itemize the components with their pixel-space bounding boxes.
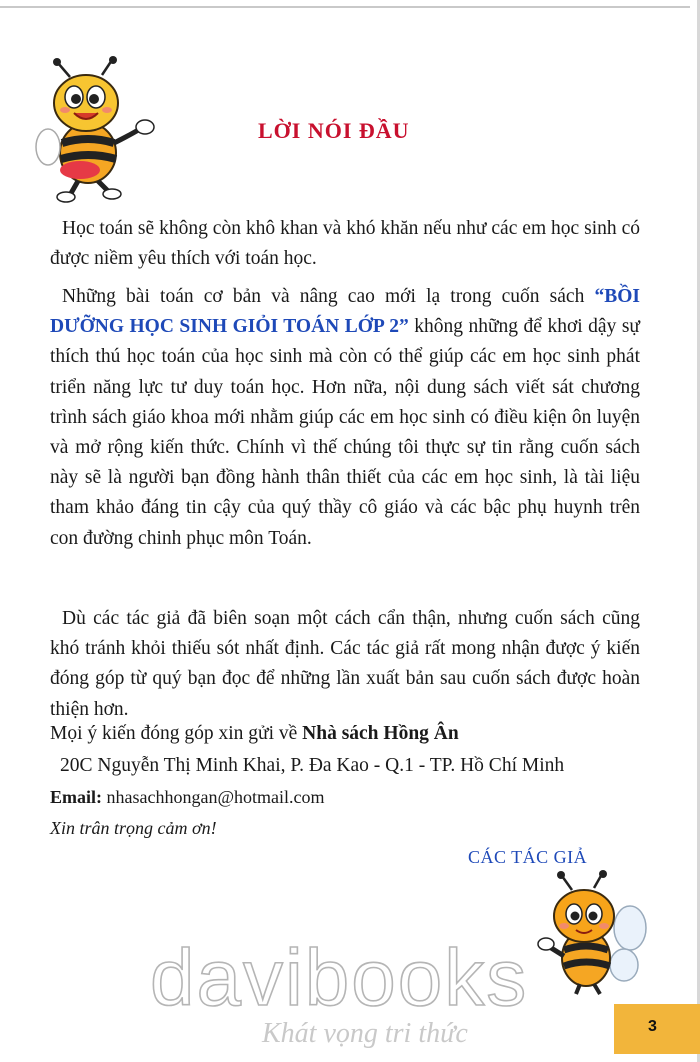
email-line xyxy=(50,787,325,808)
bee-mascot-small-icon xyxy=(534,870,654,1000)
paragraph-intro-text: Học toán sẽ không còn khô khan và khó khăn nếu như các em học sinh có được niềm yêu thích với toán học. xyxy=(50,218,640,270)
paragraph-book-lead: Những bài toán cơ bản và nâng cao mới lạ trong cuốn sách xyxy=(62,286,595,307)
page-number-tab xyxy=(614,1004,700,1054)
page-number: 3 xyxy=(648,1018,657,1035)
email-address: nhasachhongan@hotmail.com xyxy=(102,787,325,807)
top-rule xyxy=(0,6,690,8)
paragraph-book-body: không những để khơi dậy sự thích thú học toán của học sinh mà còn có thể giúp các em học sinh phát triển năng lực tư duy toán học. Hơn nữa, nội dung sách viết sát chương trình sách giáo khoa mới nhằm giúp các em học sinh có điều kiện ôn luyện và mở rộng kiến thức. Chính vì thế chúng tôi thực sự tin rằng cuốn sách này sẽ là người bạn đồng hành thân thiết của các em học sinh, là tài liệu tham khảo đáng tin cậy của quý thầy cô giáo và các bậc phụ huynh trên con đường chinh phục môn Toán. xyxy=(50,316,640,549)
thanks-line: Xin trân trọng cảm ơn! xyxy=(50,818,217,838)
contact-intro-text: Mọi ý kiến đóng góp xin gửi về xyxy=(50,723,303,744)
email-label: Email: xyxy=(50,787,102,807)
watermark-brand: davibooks xyxy=(150,933,529,1022)
page-title: LỜI NÓI ĐẦU xyxy=(258,118,410,143)
book-title: “BỒI DƯỠNG HỌC SINH GIỎI TOÁN LỚP 2” xyxy=(50,286,640,338)
paragraph-closing-text: Dù các tác giả đã biên soạn một cách cẩn thận, nhưng cuốn sách cũng khó tránh khỏi thiếu sót nhất định. Các tác giả rất mong nhận được ý kiến đóng góp từ quý bạn đọc để những lần xuất bản sau cuốn sách được hoàn thiện hơn. xyxy=(50,608,640,720)
paragraph-book xyxy=(50,282,640,554)
contact-intro xyxy=(50,723,459,745)
publisher-address: 20C Nguyễn Thị Minh Khai, P. Đa Kao - Q.1 - TP. Hồ Chí Minh xyxy=(60,755,565,776)
watermark-slogan: Khát vọng tri thức xyxy=(262,1018,468,1049)
paragraph-intro xyxy=(50,214,640,274)
bee-mascot-icon xyxy=(30,55,160,205)
paragraph-closing xyxy=(50,604,640,725)
publisher-name: Nhà sách Hồng Ân xyxy=(302,723,459,744)
authors-signature: CÁC TÁC GIẢ xyxy=(468,847,588,867)
